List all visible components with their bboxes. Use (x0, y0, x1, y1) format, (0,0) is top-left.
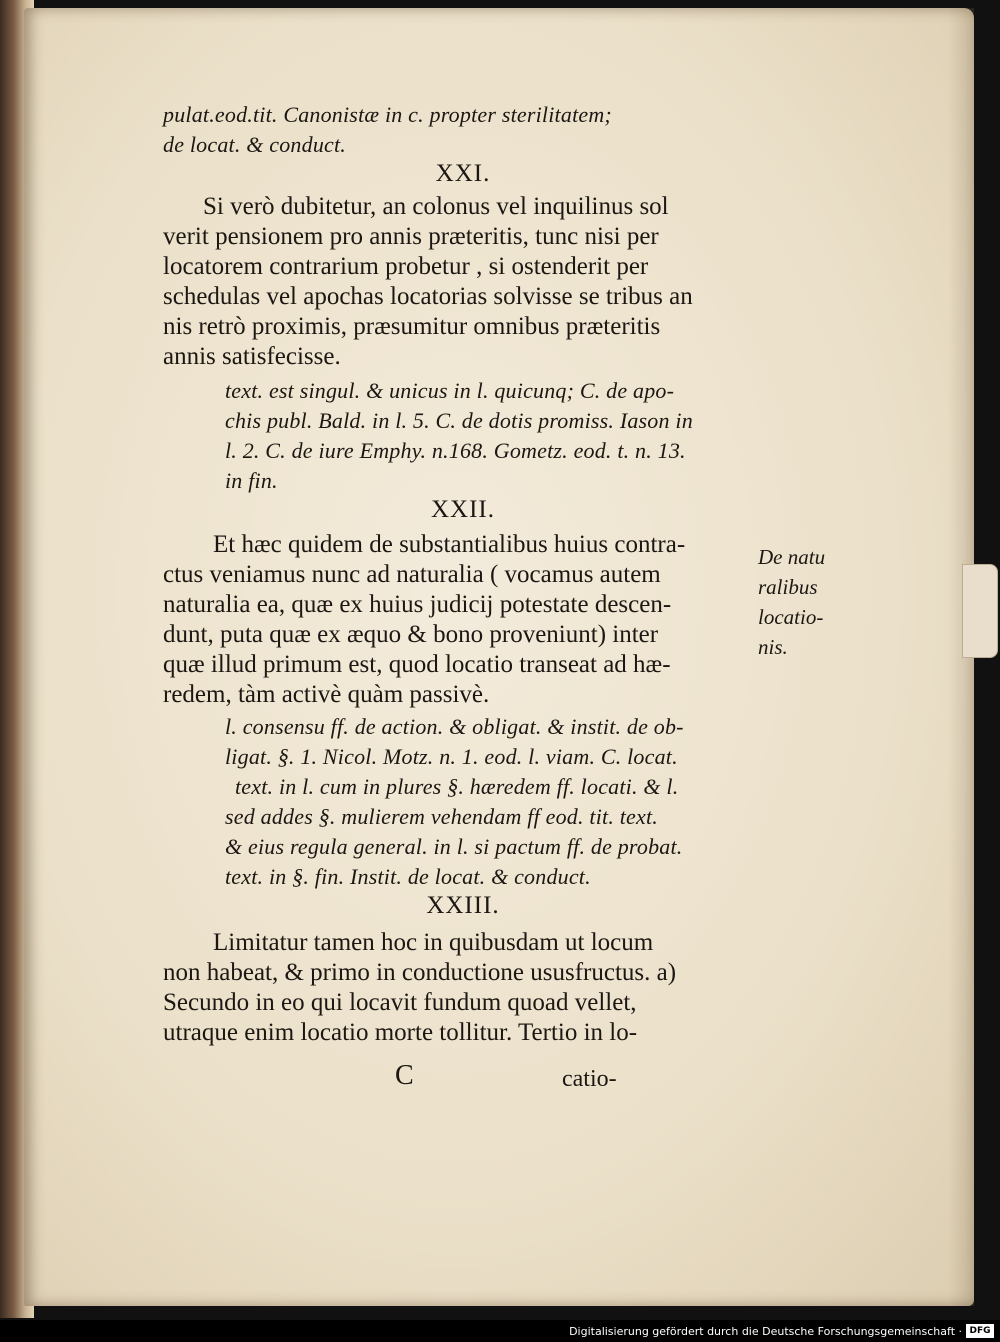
section-heading: XXII. (430, 496, 495, 523)
citation-line: text. in §. fin. Instit. de locat. & conduct. (225, 864, 591, 889)
page-fold-tab (962, 564, 998, 658)
text-line: redem, tàm activè quàm passivè. (163, 681, 490, 708)
text-line: Si verò dubitetur, an colonus vel inquilinus sol (203, 193, 669, 220)
catchword: catio- (562, 1066, 617, 1092)
text-line: schedulas vel apochas locatorias solvisse se tribus an (163, 283, 693, 310)
text-line: dunt, puta quæ ex æquo & bono proveniunt) inter (163, 621, 659, 648)
citation-line: l. 2. C. de iure Emphy. n.168. Gometz. eod. t. n. 13. (225, 438, 686, 463)
text-line: non habeat, & primo in conductione ususfructus. a) (163, 959, 677, 986)
section-heading: XXIII. (426, 892, 500, 919)
citation-line: in fin. (225, 468, 278, 493)
citation-line: ligat. §. 1. Nicol. Motz. n. 1. eod. l. viam. C. locat. (225, 744, 678, 769)
signature-mark: C (395, 1060, 414, 1091)
text-line: locatorem contrarium probetur , si ostenderit per (163, 253, 649, 280)
citation-line: l. consensu ff. de action. & obligat. & instit. de ob- (225, 714, 684, 739)
text-line: pulat.eod.tit. Canonistæ in c. propter sterilitatem; (163, 102, 612, 127)
margin-note-line: De natu (758, 545, 826, 569)
text-line: Secundo in eo qui locavit fundum quoad vellet, (163, 989, 637, 1016)
citation-line: & eius regula general. in l. si pactum ff. de probat. (225, 834, 683, 859)
text-line: de locat. & conduct. (163, 132, 347, 157)
text-line: ctus veniamus nunc ad naturalia ( vocamus autem (163, 561, 661, 588)
margin-note-line: locatio- (758, 605, 824, 629)
text-line: Et hæc quidem de substantialibus huius contra- (213, 531, 686, 558)
citation-line: chis publ. Bald. in l. 5. C. de dotis promiss. Iason in (225, 408, 693, 433)
margin-note-line: nis. (758, 635, 788, 659)
margin-note (758, 542, 858, 662)
section-heading: XXI. (435, 160, 491, 187)
text-line: quæ illud primum est, quod locatio transeat ad hæ- (163, 651, 671, 678)
citation-line: sed addes §. mulierem vehendam ff eod. tit. text. (225, 804, 658, 829)
text-line: utraque enim locatio morte tollitur. Tertio in lo- (163, 1019, 638, 1046)
footer-bar (0, 1320, 1000, 1342)
text-line: naturalia ea, quæ ex huius judicij potestate descen- (163, 591, 672, 618)
text-line: verit pensionem pro annis præteritis, tunc nisi per (163, 223, 659, 250)
text-line: nis retrò proximis, præsumitur omnibus præteritis (163, 313, 661, 340)
margin-note-line: ralibus (758, 575, 818, 599)
citation-line: text. est singul. & unicus in l. quicunq; C. de apo- (225, 378, 675, 403)
text-line: annis satisfecisse. (163, 343, 341, 370)
dfg-logo: DFG (966, 1324, 994, 1338)
text-line: Limitatur tamen hoc in quibusdam ut locum (213, 929, 654, 956)
citation-line: text. in l. cum in plures §. hæredem ff. locati. & l. (235, 774, 679, 799)
funding-credit: Digitalisierung gefördert durch die Deutsche Forschungsgemeinschaft · (569, 1325, 962, 1338)
